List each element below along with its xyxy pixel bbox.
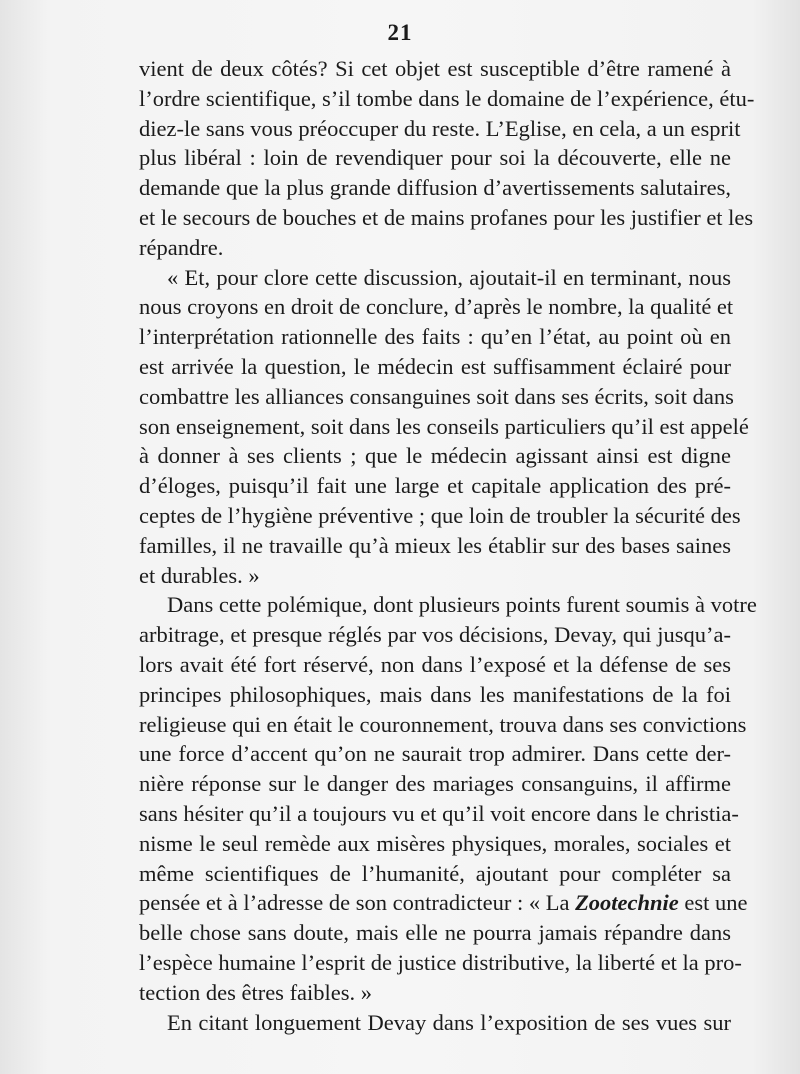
text-line: l’espèce humaine l’esprit de justice distributive, la liberté et la pro- [139,949,742,975]
text-line: lors avait été fort réservé, non dans l’exposé et la défense de ses [139,651,731,677]
text-line: diez-le sans vous préoccuper du reste. L’Eglise, en cela, a un esprit [139,115,741,141]
paragraph-1 [139,54,755,263]
text-line: tection des êtres faibles. » [139,979,373,1005]
text-line: combattre les alliances consanguines soit dans ses écrits, soit dans [139,383,734,409]
text-line: d’éloges, puisqu’il fait une large et capitale application des pré- [139,473,731,499]
text-line: demande que la plus grande diffusion d’avertissements salutaires, [139,175,731,201]
text-line: arbitrage, et presque réglés par vos décisions, Devay, qui jusqu’a- [139,622,731,648]
text-line: belle chose sans doute, mais elle ne pourra jamais répandre dans [139,920,731,946]
text-line: nous croyons en droit de conclure, d’après le nombre, la qualité et [139,294,734,320]
text-line: religieuse qui en était le couronnement, trouva dans ses convictions [139,711,747,737]
paragraph-3 [139,590,757,1007]
text-line: En citant longuement Devay dans l’exposition de ses vues sur [167,1009,731,1035]
body-text [139,54,757,1037]
page-number: 21 [387,20,413,45]
text-line-start: pensée et à l’adresse de son contradicteur : « La [139,890,576,916]
text-line: plus libéral : loin de revendiquer pour soi la découverte, elle ne [139,145,731,171]
text-line: une force d’accent qu’on ne saurait trop admirer. Dans cette der- [139,741,731,767]
paragraph-2 [139,263,749,591]
text-line-end: est une [678,890,748,916]
text-line: nière réponse sur le danger des mariages consanguins, il affirme [139,771,731,797]
text-line: l’interprétation rationnelle des faits : qu’en l’état, au point où en [139,324,731,350]
text-line: « Et, pour clore cette discussion, ajoutait-il en terminant, nous [167,264,731,290]
italic-term: Zootechnie [575,890,679,916]
text-line: et durables. » [139,562,260,588]
text-line: vient de deux côtés? Si cet objet est susceptible d’être ramené à [139,56,731,81]
paragraph-4 [139,1008,731,1038]
text-line: l’ordre scientifique, s’il tombe dans le domaine de l’expérience, étu- [139,85,755,111]
text-line: principes philosophiques, mais dans les manifestations de la foi [139,681,731,707]
text-line: nisme le seul remède aux misères physiques, morales, sociales et [139,830,731,856]
text-line: sans hésiter qu’il a toujours vu et qu’il voit encore dans le christia- [139,800,739,826]
text-line: Dans cette polémique, dont plusieurs points furent soumis à votre [167,592,757,618]
text-line: familles, il ne travaille qu’à mieux les établir sur des bases saines [139,532,731,558]
text-line-with-italic [139,888,748,918]
text-line: répandre. [139,234,224,260]
text-line: ceptes de l’hygiène préventive ; que loin de troubler la sécurité des [139,502,741,528]
text-line: et le secours de bouches et de mains profanes pour les justifier et les [139,204,754,230]
text-line: son enseignement, soit dans les conseils particuliers qu’il est appelé [139,413,749,439]
text-line: est arrivée la question, le médecin est suffisamment éclairé pour [139,353,731,379]
text-line: même scientifiques de l’humanité, ajoutant pour compléter sa [139,860,731,886]
text-line: à donner à ses clients ; que le médecin agissant ainsi est digne [139,443,731,469]
